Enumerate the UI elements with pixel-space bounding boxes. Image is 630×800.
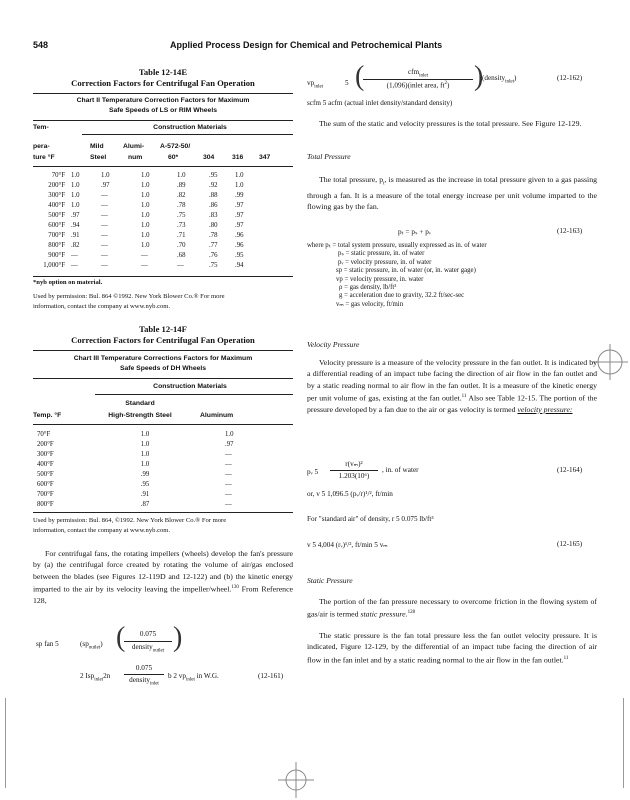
eq-spfan-outlet: outlet: [88, 645, 101, 651]
table-row: [33, 200, 259, 210]
scfm-line: scfm 5 acfm (actual inlet density/standard density): [307, 99, 453, 107]
table-cell: .99: [140, 470, 150, 478]
eq2-wg: in W.G.: [194, 672, 219, 680]
table-cell: .95: [235, 252, 244, 260]
table-cell: .97: [235, 201, 244, 209]
table-cell: .78: [177, 201, 186, 209]
eq164-lhs: pᵥ 5: [307, 468, 319, 476]
table-cell: .76: [209, 252, 218, 260]
table-cell: 700°F: [37, 490, 54, 498]
eq164-or: or, v 5 1,096.5 (pᵥ/r)¹/², ft/min: [307, 490, 393, 498]
left-paragraph-tail: From Reference 128,: [33, 584, 293, 605]
table-cell: .95: [209, 171, 218, 179]
eq164-number: (12-164): [557, 466, 583, 474]
table-cell: —: [225, 490, 232, 498]
eq165: v 5 4,004 (rᵥ)¹/², ft/min 5 vₘ: [307, 541, 388, 549]
eq162-cfm: cfm: [407, 68, 420, 76]
table-cell: 1.0: [141, 181, 150, 189]
eq2-tail: [168, 672, 219, 682]
table-cell: 1.0: [140, 450, 150, 458]
table-cell: .97: [235, 222, 244, 230]
left-paragraph-ref: 130: [231, 584, 239, 590]
table-row: [33, 479, 285, 489]
crop-mark-right: [623, 698, 624, 788]
table-cell: 1.0: [140, 440, 150, 448]
table-cell: 1.0: [71, 191, 80, 199]
eq162-dens-text: (density: [482, 74, 506, 82]
table-cell: .87: [140, 500, 150, 508]
table-cell: —: [71, 262, 78, 270]
table-e-hdr-a572: A-572-50/: [160, 143, 191, 150]
table-cell: .82: [177, 191, 186, 199]
table-row: [33, 459, 285, 469]
eq2-vp-inlet: inlet: [185, 677, 195, 683]
eq2-den: [124, 676, 164, 686]
right-p1: The sum of the static and velocity pressures is the total pressure. See Figure 12-129.: [319, 119, 582, 128]
table-f-grid: [33, 429, 285, 509]
table-e-rule-2: [33, 120, 293, 121]
table-row: [33, 429, 285, 439]
eq-spfan-fracbar: [124, 641, 172, 642]
right-p3: [307, 357, 597, 415]
table-e-rule-4: [33, 166, 293, 167]
table-cell: 800°F: [37, 500, 54, 508]
table-f-hdr-hss: High-Strength Steel: [108, 412, 172, 419]
table-f-label: Table 12-14F: [139, 324, 187, 334]
table-cell: 1.0: [101, 171, 110, 179]
table-cell: —: [101, 222, 108, 230]
eq164-fracbar: [330, 470, 378, 471]
table-cell: —: [225, 470, 232, 478]
eq164-den: 1.203(10⁶): [338, 472, 370, 480]
table-cell: .97: [235, 211, 244, 219]
table-e-hdr-304: 304: [203, 154, 215, 161]
right-p2-b: , is measured as the increase in total pressure given to a gas passing through a fan. It is a measure of the total energy increase per unit volume imparted to the flowing gas by the fan.: [307, 175, 597, 212]
table-cell: .75: [209, 262, 218, 270]
table-f-hdr-construction: Construction Materials: [153, 383, 227, 390]
table-row: [33, 210, 259, 220]
table-cell: .97: [101, 181, 110, 189]
eq162-dens-inlet: inlet: [505, 79, 515, 85]
def-item: sp = static pressure, in. of water (or, in. water gage): [336, 267, 476, 275]
table-cell: .73: [177, 222, 186, 230]
eq162-bracket: (: [355, 61, 365, 92]
table-e-chart-title-1: Chart II Temperature Correction Factors for Maximum: [76, 97, 250, 104]
table-cell: —: [101, 191, 108, 199]
table-cell: —: [141, 262, 148, 270]
right-p4-term: static pressure.: [360, 609, 408, 619]
table-cell: 1.0: [141, 242, 150, 250]
table-f-rule-3: [95, 394, 293, 395]
table-cell: 1.0: [71, 181, 80, 189]
table-cell: 700°F: [48, 232, 65, 240]
table-cell: 300°F: [37, 450, 54, 458]
eq2-isp: 2 Isp: [80, 672, 95, 680]
table-cell: 70°F: [37, 430, 51, 438]
table-cell: .95: [140, 480, 150, 488]
table-e-hdr-steel: Steel: [90, 154, 107, 161]
table-e-rule-3: [82, 134, 293, 135]
table-cell: .97: [225, 440, 234, 448]
table-cell: .89: [177, 181, 186, 189]
table-cell: —: [177, 262, 184, 270]
table-cell: .86: [209, 201, 218, 209]
table-cell: .82: [71, 242, 80, 250]
table-row: [33, 439, 285, 449]
table-cell: —: [71, 252, 78, 260]
table-row: [33, 469, 285, 479]
right-p5: [307, 630, 597, 665]
eq162-bracket-close: ): [474, 61, 484, 92]
table-cell: 900°F: [48, 252, 65, 260]
table-f-permission-2: information, contact the company at www.nyb.com.: [33, 527, 171, 534]
table-cell: 70°F: [51, 171, 65, 179]
table-cell: 800°F: [48, 242, 65, 250]
table-e-hdr-ture: ture °F: [33, 154, 55, 161]
right-p4-ref: 128: [407, 610, 416, 616]
table-e-rule-bottom: [33, 276, 293, 277]
table-cell: —: [225, 480, 232, 488]
right-p3-text: Velocity pressure is a measure of the velocity pressure in the fan outlet. It is indicated by a differential reading of an impact tube facing the direction of air flow in the fan outlet and by a static reading normal to air flow in the fan outlet. It is a measure of the kinetic energy per unit volume of gas, existing at the fan outlet.: [307, 358, 597, 403]
table-e-permission-2: information, contact the company at www.nyb.com.: [33, 303, 171, 310]
table-cell: .77: [209, 242, 218, 250]
def-item: pₛ = static pressure, in. of water: [338, 250, 425, 258]
eq162-eqsign: 5: [345, 79, 349, 87]
eq162-den: [363, 81, 473, 89]
table-e-hdr-316: 316: [232, 154, 244, 161]
eq2-inlet: inlet: [94, 677, 104, 683]
table-cell: 500°F: [37, 470, 54, 478]
eq163: pₜ = pₛ + pᵥ: [398, 228, 431, 236]
subhead-total-pressure: Total Pressure: [307, 152, 351, 161]
eq2-lead: [80, 672, 110, 682]
table-cell: .83: [209, 211, 218, 219]
table-cell: —: [225, 450, 232, 458]
table-e-hdr-347: 347: [259, 154, 271, 161]
eq-spfan-close: ): [100, 640, 103, 648]
table-cell: 1.0: [141, 191, 150, 199]
right-p3-ref: 11: [461, 393, 467, 399]
table-cell: 600°F: [37, 480, 54, 488]
eq162-lhs: [307, 79, 323, 89]
table-row: [33, 449, 285, 459]
table-f-rule-2: [33, 378, 293, 379]
eq162-dens-close: ): [514, 74, 517, 82]
table-cell: .96: [235, 232, 244, 240]
table-row: [33, 231, 259, 241]
table-e-footnote: *nyb option on material.: [33, 279, 103, 286]
def-item: where pₜ = total system pressure, usually expressed as in. of water: [307, 242, 487, 249]
table-row: [33, 190, 259, 200]
right-p5-ref: 11: [563, 655, 569, 661]
right-p3-b: Also see Table 12-15. The portion of the pressure developed by a fan due to the air or gas velocity is termed: [307, 393, 597, 414]
right-p5-text: The static pressure is the fan total pressure less the fan outlet velocity pressure. It is indicated, Figure 12-129, by the differential of an impact tube facing the direction of air flow in the fan inlet and by a static reading normal to the air flow in the fan outlet.: [307, 631, 597, 665]
table-cell: 1.0: [141, 211, 150, 219]
table-cell: .99: [235, 191, 244, 199]
table-row: [33, 251, 259, 261]
table-cell: 1.0: [141, 232, 150, 240]
table-f-chart-title-2: Safe Speeds of DH Wheels: [119, 365, 207, 372]
eq162-den-sup: 2: [444, 81, 447, 86]
eq-spfan-bracket: (: [116, 622, 126, 653]
table-cell: —: [101, 262, 108, 270]
table-cell: 500°F: [48, 211, 65, 219]
table-e-hdr-num: num: [128, 154, 143, 161]
table-e-hdr-pera: pera-: [33, 143, 50, 150]
eq-spfan-num: 0.075: [139, 630, 157, 638]
table-f-rule-top: [33, 350, 293, 351]
table-cell: .70: [177, 242, 186, 250]
table-cell: 1.0: [235, 181, 244, 189]
right-p2: [307, 174, 597, 212]
crop-mark-left: [5, 698, 6, 788]
table-cell: —: [141, 252, 148, 260]
eq162-vp: vp: [307, 79, 315, 87]
table-row: [33, 170, 259, 180]
running-title: Applied Process Design for Chemical and Petrochemical Plants: [170, 40, 443, 50]
eq2-2n: 2n: [103, 672, 111, 680]
registration-mark-bottom-icon: [278, 762, 314, 798]
table-cell: 1.0: [71, 171, 80, 179]
eq2-vp: b 2 vp: [168, 672, 186, 680]
table-cell: 1.0: [71, 201, 80, 209]
eq-spfan-bracket-close: ): [173, 622, 183, 653]
def-item: vp = velocity pressure, in. water: [336, 275, 424, 283]
table-f-body: [33, 429, 293, 509]
standard-air-line: For "standard air" of density, r 5 0.075 lb/ft³: [307, 515, 434, 523]
table-cell: 1,000°F: [43, 262, 65, 270]
table-f-permission-1: Used by permission: Bul. 864, ©1992. New York Blower Co.® For more: [33, 517, 227, 524]
table-e-grid: [33, 170, 259, 271]
table-row: [33, 180, 259, 190]
table-cell: 1.0: [140, 430, 150, 438]
eq163-number: (12-163): [557, 227, 583, 235]
table-e-hdr-alumi: Alumi-: [123, 143, 145, 150]
right-p4-text: The portion of the fan pressure necessary to overcome friction in the flowing system of gas/air is termed: [307, 597, 597, 619]
def-item: vₘ = gas velocity, ft/min: [336, 300, 404, 308]
table-cell: 1.0: [141, 222, 150, 230]
left-paragraph: [33, 548, 293, 606]
eq162-num: [363, 68, 473, 78]
table-row: [33, 261, 259, 271]
table-row: [33, 499, 285, 509]
table-e-hdr-mild: Mild: [90, 143, 104, 150]
eq-spfan-density: density: [131, 643, 153, 651]
table-cell: .78: [209, 232, 218, 240]
def-item: g = acceleration due to gravity, 32.2 ft/sec-sec: [339, 292, 465, 300]
eq164-num: r(vₘ)²: [345, 460, 363, 468]
table-e-label: Table 12-14E: [138, 67, 188, 77]
subhead-static-pressure: Static Pressure: [307, 576, 353, 585]
table-cell: —: [101, 211, 108, 219]
table-f-rule-4: [33, 424, 293, 425]
subhead-velocity-pressure: Velocity Pressure: [307, 340, 360, 349]
eq2-density-inlet: inlet: [149, 681, 159, 687]
table-cell: —: [101, 232, 108, 240]
table-cell: —: [225, 500, 232, 508]
eq162-den-text: (1,096)(inlet area, ft: [386, 81, 445, 90]
right-p4: [307, 596, 597, 620]
eq162-number: (12-162): [557, 74, 583, 82]
table-cell: .80: [209, 222, 218, 230]
table-cell: 300°F: [48, 191, 65, 199]
table-f-hdr-standard: Standard: [125, 400, 155, 407]
table-f-chart-title-1: Chart III Temperature Corrections Factors for Maximum: [73, 355, 253, 362]
eq165-number: (12-165): [557, 540, 583, 548]
table-cell: .88: [209, 191, 218, 199]
table-cell: .71: [177, 232, 186, 240]
def-item: pᵥ = velocity pressure, in. of water: [338, 258, 432, 266]
table-cell: 400°F: [48, 201, 65, 209]
table-cell: 1.0: [141, 201, 150, 209]
eq-spfan-den: [124, 643, 172, 653]
table-cell: .91: [71, 232, 80, 240]
table-f-title: Correction Factors for Centrifugal Fan Operation: [71, 335, 255, 345]
table-cell: —: [101, 242, 108, 250]
table-cell: .96: [235, 242, 244, 250]
eq162-cfm-inlet: inlet: [419, 73, 429, 79]
table-e-chart-title-2: Safe Speeds of LS or RIM Wheels: [108, 107, 218, 114]
table-cell: —: [101, 201, 108, 209]
table-cell: .94: [71, 222, 80, 230]
table-cell: 600°F: [48, 222, 65, 230]
table-e-hdr-60: 60*: [168, 154, 179, 161]
eq162-den-close: ): [446, 81, 450, 90]
table-row: [33, 489, 285, 499]
table-row: [33, 241, 259, 251]
table-cell: .97: [71, 211, 80, 219]
right-p2-sub: t: [383, 181, 385, 187]
table-cell: .91: [140, 490, 150, 498]
table-e-hdr-tem: Tem-: [33, 124, 49, 131]
table-cell: .68: [177, 252, 186, 260]
table-cell: 200°F: [37, 440, 54, 448]
eq-spfan-sp: (sp: [80, 640, 89, 648]
eq164-unit: , in. of water: [382, 466, 419, 474]
table-e-body: [33, 170, 293, 271]
eq-spfan-paren: [80, 640, 103, 650]
table-f-hdr-temp: Temp. °F: [33, 412, 62, 419]
table-cell: 1.0: [225, 430, 234, 438]
eq2-fracbar: [124, 674, 164, 675]
table-cell: 1.0: [141, 171, 150, 179]
table-row: [33, 220, 259, 230]
eq2-number: (12-161): [258, 672, 284, 680]
table-cell: —: [225, 460, 232, 468]
table-e-hdr-construction: Construction Materials: [153, 124, 227, 131]
table-e-permission-1: Used by permission: Bul. 864 ©1992. New York Blower Co.® For more: [33, 293, 225, 300]
table-f-rule-bottom: [33, 512, 293, 513]
table-f-hdr-aluminum: Aluminum: [200, 412, 234, 419]
defs-list: [307, 242, 599, 309]
eq162-fracbar: [363, 79, 473, 80]
eq-spfan-density-outlet: outlet: [152, 648, 165, 654]
eq162-vp-inlet: inlet: [314, 84, 324, 90]
eq2-num: 0.075: [135, 664, 153, 672]
table-cell: .75: [177, 211, 186, 219]
table-cell: .92: [209, 181, 218, 189]
table-e-rule-top: [33, 93, 293, 94]
right-p3-term: velocity pressure:: [517, 404, 573, 414]
left-paragraph-text: For centrifugal fans, the rotating impellers (wheels) develop the fan's pressure by (a) the centrifugal force created by rotating the volume of air/gas enclosed between the blades (see Figures 12-119D and 12-122) and (b) the kinetic energy imparted to the air by its velocity leaving the impeller/wheel.: [33, 549, 293, 594]
eq162-density: [482, 74, 516, 84]
table-cell: .94: [235, 262, 244, 270]
table-cell: —: [101, 252, 108, 260]
right-p2-a: The total pressure, p: [319, 175, 384, 184]
table-cell: 200°F: [48, 181, 65, 189]
eq2-density: density: [129, 676, 150, 684]
table-cell: 400°F: [37, 460, 54, 468]
table-cell: 1.0: [140, 460, 150, 468]
def-item: ρ = gas density, lb/ft³: [339, 284, 397, 292]
eq-spfan-lhs: sp fan 5: [36, 640, 59, 648]
table-cell: 1.0: [177, 171, 186, 179]
table-cell: 1.0: [235, 171, 244, 179]
table-e-title: Correction Factors for Centrifugal Fan Operation: [71, 78, 255, 88]
page-number: 548: [33, 40, 49, 50]
